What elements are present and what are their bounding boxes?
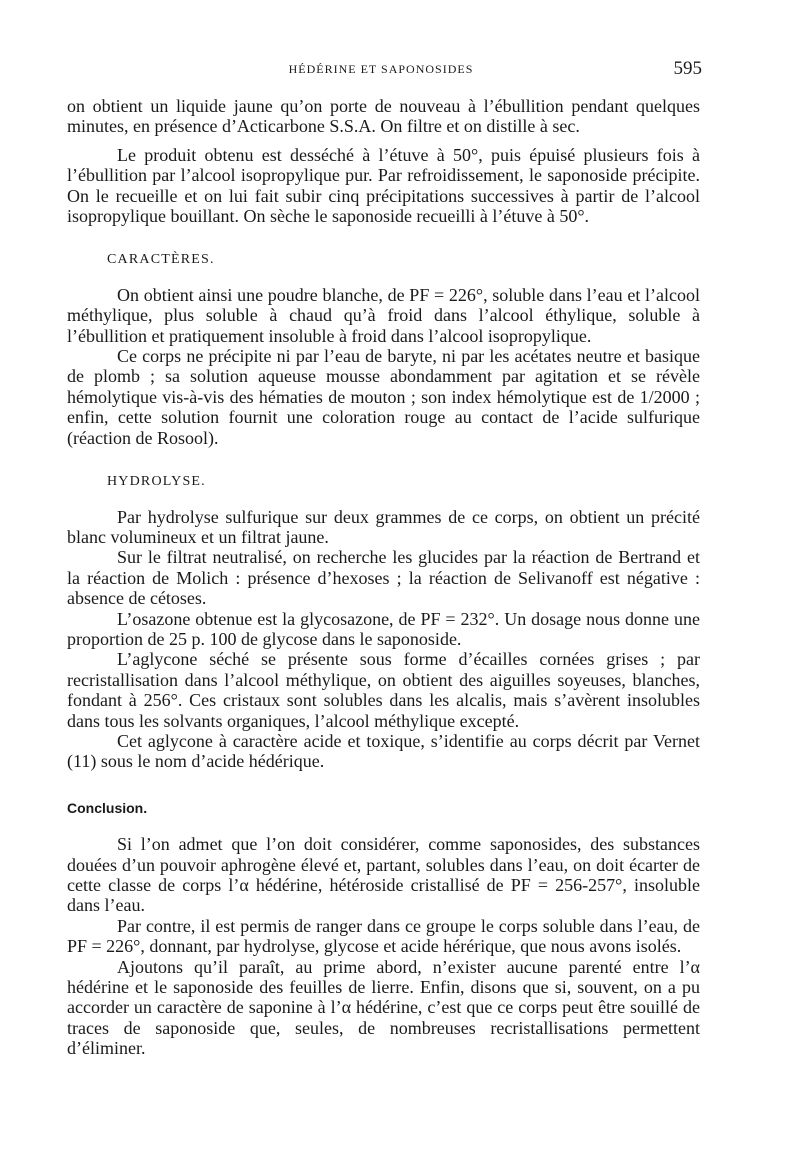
paragraph: Sur le filtrat neutralisé, on recherche les glucides par la réaction de Bertrand et la réaction de Molich : présence d’hexoses ; la réaction de Selivanoff est négative : absence de cétoses.	[67, 547, 700, 609]
section-heading-conclusion: Conclusion.	[67, 799, 148, 816]
paragraph: L’aglycone séché se présente sous forme d’écailles cornées grises ; par recristallisation dans l’alcool méthylique, on obtient des aiguilles soyeuses, blanches, fondant à 256°. Ces cristaux sont solubles dans les alcalis, mais s’avèrent insolubles dans tous les solvants organiques, l’alcool méthylique excepté.	[67, 649, 700, 731]
paragraph: Ce corps ne précipite ni par l’eau de baryte, ni par les acétates neutre et basique de plomb ; sa solution aqueuse mousse abondamment par agitation et se révèle hémolytique vis-à-vis des hématies de mouton ; son index hémolytique est de 1/2000 ; enfin, cette solution fournit une coloration rouge au contact de l’acide sulfurique (réaction de Rosool).	[67, 346, 700, 448]
paragraph: Si l’on admet que l’on doit considérer, comme saponosides, des substances douées d’un pouvoir aphrogène élevé et, partant, solubles dans l’eau, on doit écarter de cette classe de corps l’α hédérine, hétéroside cristallisé de PF = 256-257°, insoluble dans l’eau.	[67, 834, 700, 916]
paragraph: Par contre, il est permis de ranger dans ce groupe le corps soluble dans l’eau, de PF = 226°, donnant, par hydrolyse, glycose et acide hérérique, que nous avons isolés.	[67, 915, 700, 957]
intro-paragraph-2: Le produit obtenu est desséché à l’étuve à 50°, puis épuisé plusieurs fois à l’ébullition par l’alcool isopropylique pur. Par refroidissement, le saponoside précipite. On le recueille et on lui fait subir cinq précipitations successives à partir de l’alcool isopropylique bouillant. On sèche le saponoside recueilli à l’étuve à 50°.	[67, 144, 700, 227]
paragraph: L’osazone obtenue est la glycosazone, de PF = 232°. Un dosage nous donne une proportion de 25 p. 100 de glycose dans le saponoside.	[67, 608, 700, 649]
paragraph: Cet aglycone à caractère acide et toxique, s’identifie au corps décrit par Vernet (11) sous le nom d’acide hédérique.	[67, 730, 700, 772]
section-heading-caracteres: CARACTÈRES.	[107, 252, 215, 268]
running-title: HÉDÉRINE ET SAPONOSIDES	[288, 62, 474, 76]
paragraph: On obtient ainsi une poudre blanche, de PF = 226°, soluble dans l’eau et l’alcool méthylique, plus soluble à chaud qu’à froid dans l’alcool éthylique, soluble à l’ébullition et pratiquement insoluble à froid dans l’alcool isopropylique.	[67, 284, 700, 346]
page-number: 595	[673, 58, 702, 79]
paragraph: Ajoutons qu’il paraît, au prime abord, n’exister aucune parenté entre l’α hédérine et le saponoside des feuilles de lierre. Enfin, disons que si, souvent, on a pu accorder un caractère de saponine à l’α hédérine, c’est que ce corps peut être souillé de traces de saponoside que, seules, de nombreuses recristallisations permettent d’éliminer.	[67, 956, 700, 1059]
paragraph: Par hydrolyse sulfurique sur deux grammes de ce corps, on obtient un précité blanc volumineux et un filtrat jaune.	[67, 506, 700, 547]
intro-paragraph: on obtient un liquide jaune qu’on porte de nouveau à l’ébullition pendant quelques minutes, en présence d’Acticarbone S.S.A. On filtre et on distille à sec.	[67, 96, 700, 137]
section-heading-hydrolyse: HYDROLYSE.	[107, 474, 206, 490]
body-text	[67, 96, 700, 1059]
